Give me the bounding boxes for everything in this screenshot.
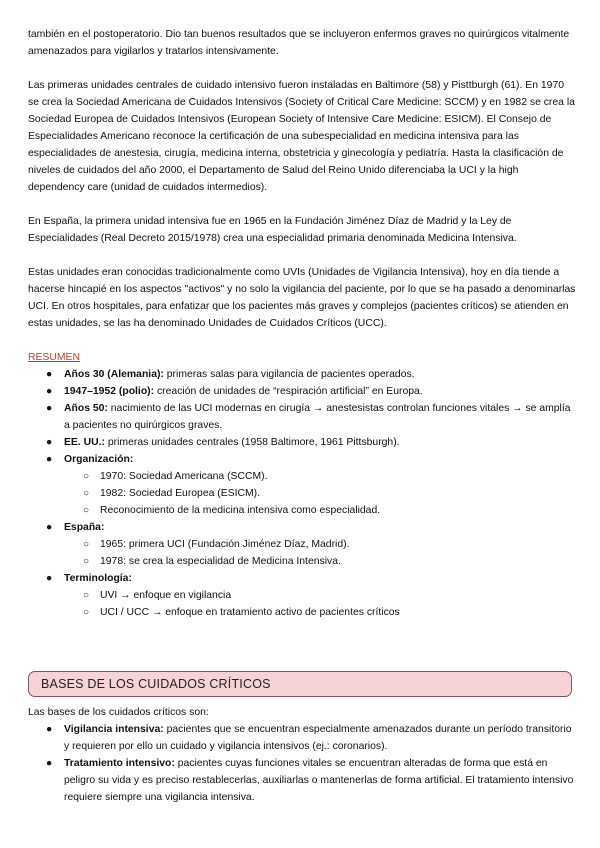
organizacion-sublist	[64, 468, 576, 519]
sublist-item	[28, 536, 576, 553]
sublist-item	[28, 553, 576, 570]
item-label: Tratamiento intensivo:	[64, 758, 175, 769]
bullet-icon: ●	[46, 386, 53, 397]
bullet-icon: ●	[46, 522, 53, 533]
sub-bullet-icon: ○	[83, 539, 90, 550]
list-item	[28, 383, 576, 400]
item-text: creación de unidades de “respiración artificial” en Europa.	[154, 386, 423, 397]
sublist-item	[28, 587, 576, 604]
sub-bullet-icon: ○	[83, 505, 90, 516]
bullet-icon: ●	[46, 403, 53, 414]
sub-item-text: 1965: primera UCI (Fundación Jiménez Díaz, Madrid).	[100, 539, 350, 550]
bullet-icon: ●	[46, 724, 53, 735]
paragraph-intro-4: Estas unidades eran conocidas tradicionalmente como UVIs (Unidades de Vigilancia Intensiva), hoy en día tiende a hacerse hincapié en los aspectos "activos" y no solo la vigilancia del paciente, por lo que se ha pasado a denominarlas UCI. En otros hospitales, para enfatizar que los pacientes más graves y complejos (pacientes críticos) se atienden en estas unidades, se las ha denominado Unidades de Cuidados Críticos (UCC).	[28, 267, 576, 329]
sub-item-text: 1970: Sociedad Americana (SCCM).	[100, 471, 268, 482]
resumen-heading: RESUMEN	[28, 352, 80, 363]
section-heading-box	[28, 671, 572, 697]
espana-sublist	[64, 536, 576, 570]
item-label: Terminología:	[64, 573, 132, 584]
item-label: Años 30 (Alemania):	[64, 369, 164, 380]
paragraph-intro-2: Las primeras unidades centrales de cuidado intensivo fueron instaladas en Baltimore (58) y Pisttburgh (61). En 1970 se crea la Sociedad Americana de Cuidados Intensivos (Society of Critical Care Medicine: SCCM) y en 1982 se crea la Sociedad Europea de Cuidados Intensivos (European Society of Intensive Care Medicine: ESICM). El Consejo de Especialidades Americano reconoce la certificación de una subespecialidad en medicina intensiva para las especialidades de anestesia, cirugía, medicina interna, obstetricia y ginecología y pediatría. Hasta la clasificación de niveles de cuidados del año 2000, el Departamento de Salud del Reino Unido diferenciaba la UCI y la high dependency care (unidad de cuidados intermedios).	[28, 80, 575, 193]
list-item	[28, 400, 576, 434]
item-text: pacientes que se encuentran especialmente amenazados durante un período transitorio y requieren por ello un cuidado y vigilancia intensivos (ej.: coronarios).	[64, 724, 572, 752]
list-item	[28, 366, 576, 383]
bullet-icon: ●	[46, 573, 53, 584]
sub-item-text: UCI / UCC → enfoque en tratamiento activo de pacientes críticos	[100, 607, 400, 618]
section-body	[28, 704, 576, 806]
sub-item-text: 1978: se crea la especialidad de Medicina Intensiva.	[100, 556, 341, 567]
item-text: primeras unidades centrales (1958 Baltimore, 1961 Pittsburgh).	[105, 437, 400, 448]
sub-bullet-icon: ○	[83, 471, 90, 482]
bullet-icon: ●	[46, 758, 53, 769]
bullet-icon: ●	[46, 454, 53, 465]
sub-item-text: UVI → enfoque en vigilancia	[100, 590, 232, 601]
list-item-terminologia	[28, 570, 576, 621]
sublist-item	[28, 604, 576, 621]
list-item-organizacion	[28, 451, 576, 519]
document-body	[28, 26, 576, 621]
sub-bullet-icon: ○	[83, 590, 90, 601]
item-label: Años 50:	[64, 403, 108, 414]
list-item-espana	[28, 519, 576, 570]
item-label: 1947–1952 (polio):	[64, 386, 155, 397]
item-text: primeras salas para vigilancia de pacientes operados.	[163, 369, 415, 380]
sub-bullet-icon: ○	[83, 488, 90, 499]
bullet-icon: ●	[46, 437, 53, 448]
sub-bullet-icon: ○	[83, 556, 90, 567]
resumen-list	[28, 366, 576, 621]
item-text: nacimiento de las UCI modernas en cirugía → anestesistas controlan funciones vitales → se amplía a pacientes no quirúrgicos graves.	[64, 403, 571, 431]
list-item	[28, 755, 576, 806]
terminologia-sublist	[64, 587, 576, 621]
item-label: EE. UU.:	[64, 437, 105, 448]
item-label: Vigilancia intensiva:	[64, 724, 164, 735]
section-list	[28, 721, 576, 806]
paragraph-intro-3: En España, la primera unidad intensiva fue en 1965 en la Fundación Jiménez Díaz de Madrid y la Ley de Especialidades (Real Decreto 2015/1978) crea una especialidad primaria denominada Medicina Intensiva.	[28, 216, 517, 244]
sublist-item	[28, 485, 576, 502]
item-text: pacientes cuyas funciones vitales se encuentran alteradas de forma que está en peligro su vida y es preciso restablecerlas, auxiliarlas o mantenerlas de forma artificial. El tratamiento intensivo requiere siempre una vigilancia intensiva.	[64, 758, 574, 803]
section-intro: Las bases de los cuidados críticos son:	[28, 707, 209, 718]
sub-bullet-icon: ○	[83, 607, 90, 618]
bullet-icon: ●	[46, 369, 53, 380]
list-item	[28, 721, 576, 755]
paragraph-intro-1: también en el postoperatorio. Dio tan buenos resultados que se incluyeron enfermos graves no quirúrgicos vitalmente amenazados para vigilarlos y tratarlos intensivamente.	[28, 29, 570, 57]
section-heading: BASES DE LOS CUIDADOS CRÍTICOS	[41, 677, 271, 691]
sub-item-text: Reconocimiento de la medicina intensiva como especialidad.	[100, 505, 381, 516]
item-label: Organización:	[64, 454, 134, 465]
sublist-item	[28, 468, 576, 485]
item-label: España:	[64, 522, 105, 533]
list-item	[28, 434, 576, 451]
sublist-item	[28, 502, 576, 519]
sub-item-text: 1982: Sociedad Europea (ESICM).	[100, 488, 260, 499]
